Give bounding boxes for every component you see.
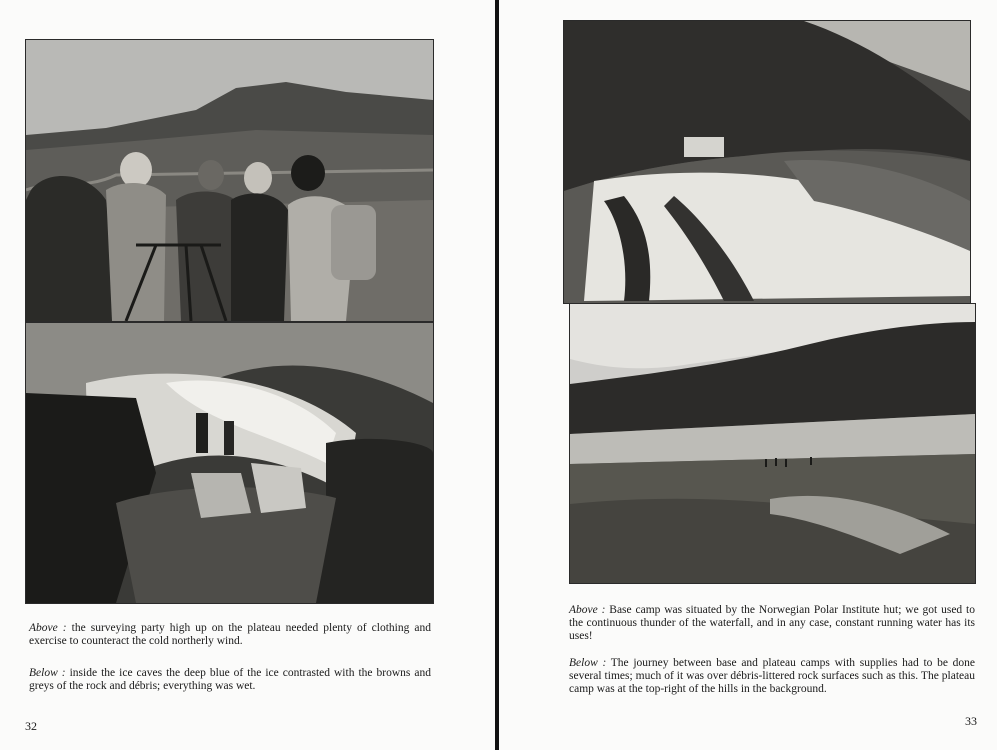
caption-text: Base camp was situated by the Norwegian Polar Institute hut; we got used to the continuous thunder of the waterfall, and in any case, constant running water has its uses!	[569, 604, 975, 642]
photo-ice-caves	[25, 322, 434, 604]
caption-lead: Below :	[569, 657, 607, 669]
left-page	[0, 0, 495, 750]
caption-lead: Above :	[569, 604, 606, 616]
caption-lead: Below :	[29, 667, 66, 679]
right-page	[499, 0, 997, 750]
caption-lead: Above :	[29, 622, 67, 634]
caption-above-right	[569, 604, 975, 643]
photo-base-camp-waterfall	[563, 20, 971, 304]
caption-above-left	[29, 622, 431, 648]
photo-surveying-party	[25, 39, 434, 322]
caption-text: inside the ice caves the deep blue of the ice contrasted with the browns and greys of the rock and débris; everything was wet.	[29, 667, 431, 692]
photo-journey-between-camps	[569, 303, 976, 584]
caption-below-left	[29, 667, 431, 693]
page-number-left: 32	[25, 719, 37, 733]
page-number-right: 33	[965, 714, 977, 728]
caption-text: the surveying party high up on the plateau needed plenty of clothing and exercise to counteract the cold northerly wind.	[29, 622, 431, 647]
caption-below-right	[569, 657, 975, 696]
caption-text: The journey between base and plateau camps with supplies had to be done several times; much of it was over débris-littered rock surfaces such as this. The plateau camp was at the top-right of the hills in the background.	[569, 657, 975, 695]
